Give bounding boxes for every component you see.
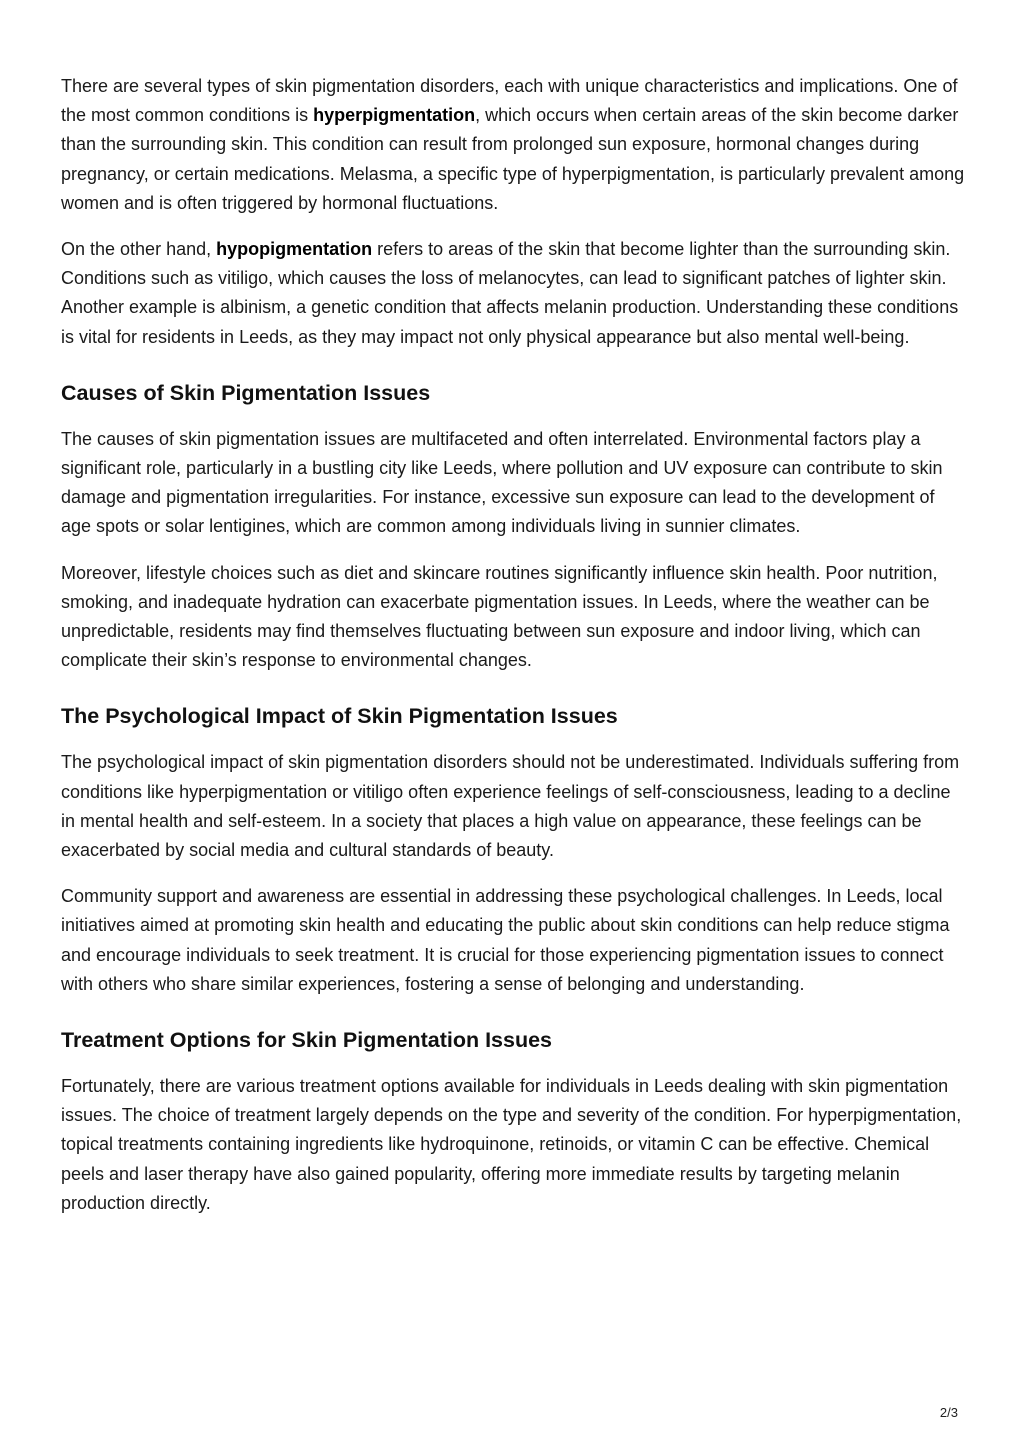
document-page xyxy=(61,72,967,1235)
paragraph-text: refers to areas of the skin that become lighter than the surrounding skin. Conditions such as vitiligo, which causes the loss of melanocytes, can lead to significant patches of lighter skin. Another example is albinism, a genetic condition that affects melanin production. Understanding these conditions is vital for residents in Leeds, as they may impact not only physical appearance but also mental well-being. xyxy=(61,239,959,347)
paragraph-psychological-impact: The psychological impact of skin pigmentation disorders should not be underestimated. Individuals suffering from conditions like hyperpigmentation or vitiligo often experience feelings of self-consciousness, leading to a decline in mental health and self-esteem. In a society that places a high value on appearance, these feelings can be exacerbated by social media and cultural standards of beauty. xyxy=(61,752,960,861)
paragraph-text: , which occurs when certain areas of the skin become darker than the surrounding skin. This condition can result from prolonged sun exposure, hormonal changes during pregnancy, or certain medications. Melasma, a specific type of hyperpigmentation, is particularly prevalent among women and is often triggered by hormonal fluctuations. xyxy=(61,105,965,213)
section-heading-treatment-options: Treatment Options for Skin Pigmentation Issues xyxy=(61,1028,553,1053)
bold-term-hyperpigmentation: hyperpigmentation xyxy=(313,105,476,126)
paragraph-text: There are several types of skin pigmentation disorders, each with unique characteristics and implications. One of the most common conditions is xyxy=(61,76,958,126)
paragraph-causes-lifestyle: Moreover, lifestyle choices such as diet and skincare routines significantly influence skin health. Poor nutrition, smoking, and inadequate hydration can exacerbate pigmentation issues. In Leeds, where the weather can be unpredictable, residents may find themselves fluctuating between sun exposure and indoor living, which can complicate their skin’s response to environmental changes. xyxy=(61,562,938,671)
paragraph-text: On the other hand, xyxy=(61,239,217,260)
paragraph-community-support: Community support and awareness are essential in addressing these psychological challenges. In Leeds, local initiatives aimed at promoting skin health and educating the public about skin conditions can help reduce stigma and encourage individuals to seek treatment. It is crucial for those experiencing pigmentation issues to connect with others who share similar experiences, fostering a sense of belonging and understanding. xyxy=(61,886,950,994)
paragraph-treatment-options: Fortunately, there are various treatment options available for individuals in Leeds dealing with skin pigmentation issues. The choice of treatment largely depends on the type and severity of the condition. For hyperpigmentation, topical treatments containing ingredients like hydroquinone, retinoids, or vitamin C can be effective. Chemical peels and laser therapy have also gained popularity, offering more immediate results by targeting melanin production directly. xyxy=(61,1076,962,1213)
paragraph-hypopigmentation xyxy=(61,235,967,352)
page-number: 2/3 xyxy=(939,1405,958,1420)
bold-term-hypopigmentation: hypopigmentation xyxy=(216,239,373,260)
paragraph-hyperpigmentation xyxy=(61,72,967,218)
paragraph-causes-environment: The causes of skin pigmentation issues are multifaceted and often interrelated. Environmental factors play a significant role, particularly in a bustling city like Leeds, where pollution and UV exposure can contribute to skin damage and pigmentation irregularities. For instance, excessive sun exposure can lead to the development of age spots or solar lentigines, which are common among individuals living in sunnier climates. xyxy=(61,428,943,537)
section-heading-psychological-impact: The Psychological Impact of Skin Pigmentation Issues xyxy=(61,704,618,729)
section-heading-causes: Causes of Skin Pigmentation Issues xyxy=(61,380,431,405)
